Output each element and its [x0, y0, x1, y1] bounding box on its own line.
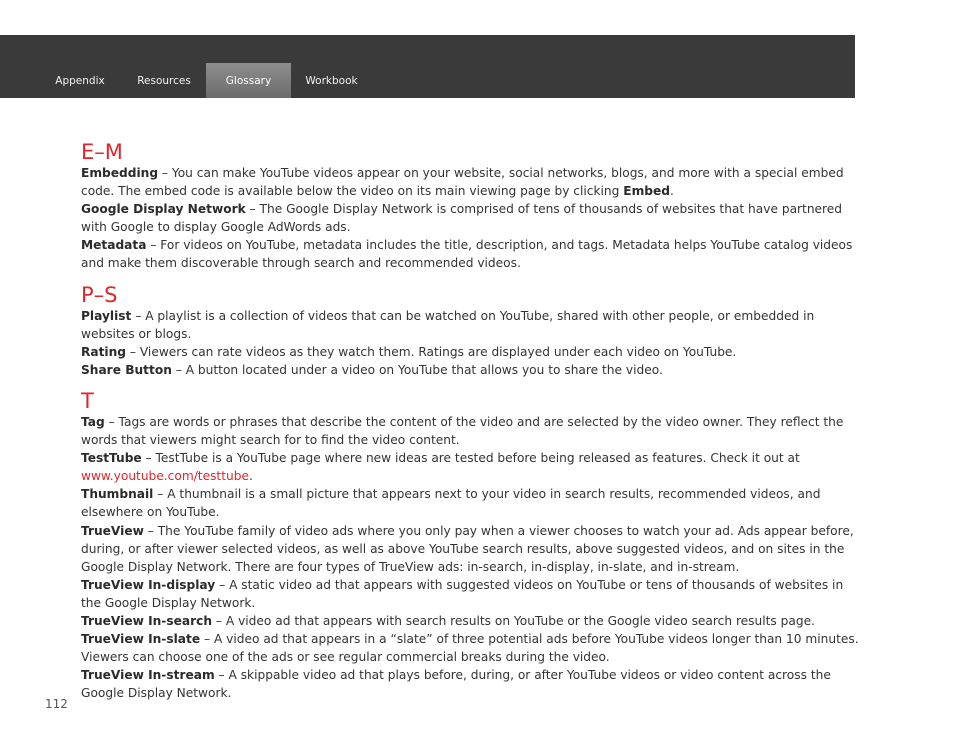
entry-separator: – — [212, 613, 226, 628]
entry-separator: – — [104, 414, 119, 429]
entry-separator: – — [158, 166, 172, 180]
glossary-entry — [81, 343, 862, 361]
entry-term: TrueView In-slate — [81, 632, 201, 647]
glossary-section-e-m — [81, 140, 862, 273]
glossary-entry — [81, 666, 862, 702]
glossary-entry — [81, 630, 862, 666]
entry-definition: Viewers can rate videos as they watch them. Ratings are displayed under each video on YouTube. — [139, 344, 737, 359]
entry-tail: . — [670, 184, 674, 199]
entry-term: Metadata — [81, 238, 147, 253]
entry-term: Share Button — [81, 362, 172, 377]
glossary-entry — [81, 307, 862, 343]
entry-definition: A video ad that appears with search results on YouTube or the Google video search results page. — [225, 613, 815, 628]
entry-separator: – — [215, 577, 230, 592]
entry-term: Rating — [81, 344, 127, 359]
glossary-entry — [81, 449, 862, 485]
glossary-entry — [81, 236, 862, 272]
entry-term: TrueView In-search — [81, 613, 213, 628]
glossary-entry — [81, 485, 862, 521]
glossary-entry — [81, 522, 862, 576]
entry-definition: TestTube is a YouTube page where new ideas are tested before being released as features. Check it out at — [155, 451, 800, 466]
entry-term: Google Display Network — [81, 202, 246, 217]
glossary-entry — [81, 612, 862, 630]
section-heading: P–S — [81, 282, 118, 307]
glossary-content — [81, 140, 862, 712]
glossary-entry — [81, 576, 862, 612]
entry-definition: A static video ad that appears with suggested videos on YouTube or tens of thousands of websites in the Google Display Network. — [81, 577, 844, 610]
entry-tail: . — [248, 469, 253, 484]
tab-resources[interactable]: Resources — [137, 74, 191, 87]
entry-separator: – — [131, 308, 146, 323]
top-navbar — [0, 35, 855, 98]
entry-separator: – — [245, 202, 260, 217]
page-number: 112 — [45, 697, 68, 711]
glossary-section-p-s — [81, 283, 862, 379]
entry-separator: – — [146, 238, 161, 253]
glossary-entry — [81, 200, 862, 236]
section-heading: T — [81, 388, 94, 413]
entry-emphasis: Embed — [623, 184, 671, 199]
entry-term: TrueView In-display — [81, 577, 216, 592]
glossary-entry — [81, 361, 862, 379]
tab-glossary[interactable]: Glossary — [206, 63, 291, 98]
entry-definition: You can make YouTube videos appear on your website, social networks, blogs, and more with a special embed code. The embed code is available below the video on its main viewing page by clicking — [81, 166, 844, 199]
glossary-entry — [81, 164, 862, 200]
entry-definition: The Google Display Network is comprised of tens of thousands of websites that have partnered with Google to display Google AdWords ads. — [81, 202, 843, 235]
entry-separator: – — [171, 362, 186, 377]
entry-separator: – — [141, 451, 156, 466]
entry-term: Tag — [81, 414, 105, 429]
entry-separator: – — [200, 632, 214, 647]
entry-term: Embedding — [81, 166, 159, 180]
entry-separator: – — [143, 523, 158, 538]
entry-definition: A thumbnail is a small picture that appears next to your video in search results, recommended videos, and elsewhere on YouTube. — [81, 487, 821, 520]
tab-workbook[interactable]: Workbook — [305, 74, 358, 87]
entry-term: TrueView — [81, 523, 144, 538]
entry-separator: – — [153, 487, 168, 502]
entry-term: TestTube — [81, 451, 142, 466]
entry-term: Playlist — [81, 308, 132, 323]
entry-term: Thumbnail — [81, 487, 154, 502]
entry-separator: – — [214, 668, 229, 683]
entry-definition: For videos on YouTube, metadata includes the title, description, and tags. Metadata helps YouTube catalog videos and make them discoverable through search and recommended videos. — [81, 238, 853, 271]
entry-definition: A playlist is a collection of videos that can be watched on YouTube, shared with other people, or embedded in websites or blogs. — [81, 308, 815, 341]
entry-term: TrueView In-stream — [81, 668, 215, 683]
testtube-link[interactable]: www.youtube.com/testtube — [81, 469, 249, 484]
section-heading: E–M — [81, 140, 123, 164]
tab-appendix[interactable]: Appendix — [55, 74, 105, 87]
entry-definition: The YouTube family of video ads where you only pay when a viewer chooses to watch your ad. Ads appear before, during, or after viewer selected videos, as well as above YouTube search results, above suggested videos, and on sites in the Google Display Network. There are four types of TrueView ads: in-search, in-display, in-slate, and in-stream. — [81, 523, 854, 574]
glossary-entry — [81, 413, 862, 449]
entry-definition: A button located under a video on YouTube that allows you to share the video. — [185, 362, 663, 377]
entry-definition: A skippable video ad that plays before, during, or after YouTube videos or video content across the Google Display Network. — [81, 668, 831, 701]
entry-definition: A video ad that appears in a “slate” of three potential ads before YouTube videos longer than 10 minutes. Viewers can choose one of the ads or see regular commercial breaks during the video. — [81, 632, 859, 665]
glossary-section-t — [81, 389, 862, 703]
entry-separator: – — [126, 344, 140, 359]
entry-definition: Tags are words or phrases that describe the content of the video and are selected by the video owner. They reflect the words that viewers might search for to find the video content. — [81, 414, 844, 448]
